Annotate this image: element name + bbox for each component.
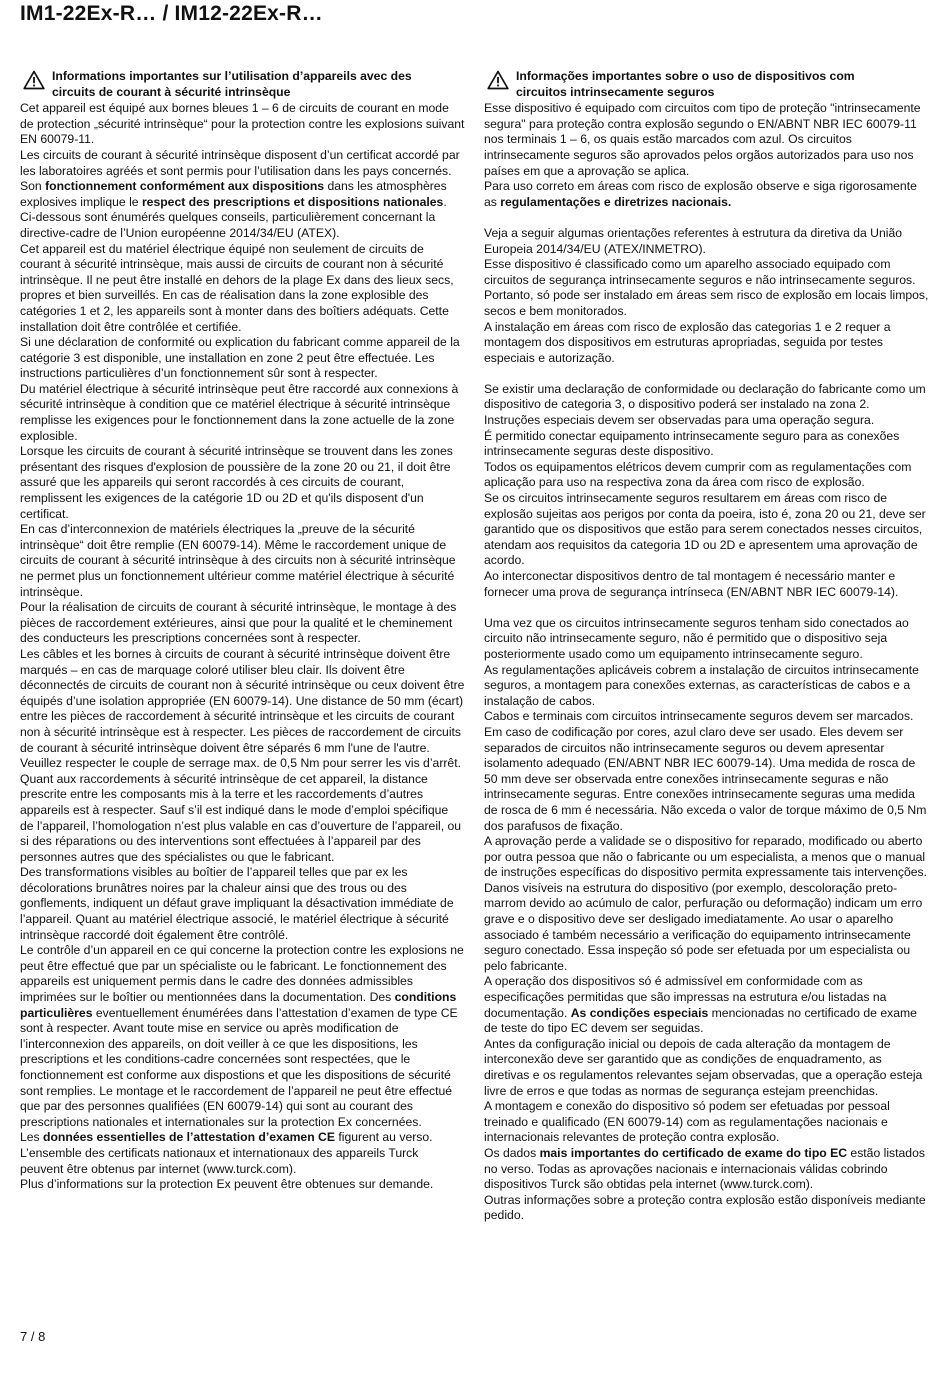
french-paragraph-16: Les données essentielles de l’attestation d’examen CE figurent au verso. L’ensemble des certificats nationaux et internationaux des appareils Turck peuvent être obtenus par internet (www.turck.com). xyxy=(20,1130,433,1176)
warning-icon xyxy=(23,70,45,90)
portuguese-heading xyxy=(484,69,929,100)
portuguese-heading-line2: circuitos intrinsecamente seguros xyxy=(516,84,715,99)
document-title: IM1-22Ex-R… / IM12-22Ex-R… xyxy=(20,2,323,25)
portuguese-paragraph-15: Danos visíveis na estrutura do dispositivo (por exemplo, descoloração preto-marrom devido ao acúmulo de calor, perfuração ou deformação) indicam um erro grave e o dispositivo deve ser desligado imediatamente. Ao usar o aparelho associado é também necessário a verificação do equipamento intrinsecamente seguro conectado. Essa inspeção só pode ser efetuada por um especialista ou pelo fabricante. xyxy=(484,880,923,973)
french-paragraph-11: Les câbles et les bornes à circuits de courant à sécurité intrinsèque doivent être marqués – en cas de marquage coloré utiliser bleu clair. Ils doivent être déconnectés de circuits de courant non à sécurité intrinsèque ou ceux doivent être équipés d’une isolation appropriée (EN 60079-14). Une distance de 50 mm (écart) entre les pièces de raccordement à sécurité intrinsèque et les circuits de courant non à sécurité intrinsèque est à respecter. Les pièces de raccordement de circuits de courant à sécurité intrinsèque doivent être séparés 6 mm l'une de l'autre. xyxy=(20,646,465,755)
portuguese-paragraph-18: A montagem e conexão do dispositivo só podem ser efetuadas por pessoal treinado e qualificado (EN 60079-14) com as regulamentações nacionais e internacionais relevantes de proteção contra explosão. xyxy=(484,1099,890,1145)
portuguese-paragraph-9: Se os circuitos intrinsecamente seguros resultarem em áreas com risco de explosão sujeitas aos perigos por conta da poeira, isto é, zona 20 ou 21, deve ser garantido que os dispositivos que estão para serem conectados nesses circuitos, atendam aos requisitos da categoria 1D ou 2D e apresentem uma aprovação de acordo. xyxy=(484,491,926,568)
french-paragraph-7: Du matériel électrique à sécurité intrinsèque peut être raccordé aux connexions à sécurité intrinsèque à condition que ce matériel électrique à sécurité intrinsèque remplisse les exigences pour le fonctionnement dans la zone actuelle de la zone explosible. xyxy=(20,381,459,443)
french-heading xyxy=(20,69,465,100)
french-paragraph-12: Veuillez respecter le couple de serrage max. de 0,5 Nm pour serrer les vis d’arrêt. xyxy=(20,756,461,771)
portuguese-paragraph-1: Esse dispositivo é equipado com circuitos com tipo de proteção "intrinsecamente segura" para proteção contra explosão segundo o EN/ABNT NBR IEC 60079-11 nos terminais 1 – 6, os quais estão marcados com azul. Os circuitos intrinsecamente seguros são aprovados pelos orgãos autorizados para uso nos países em que a aprovação se aplica. xyxy=(484,101,921,178)
portuguese-paragraph-10: Ao interconectar dispositivos dentro de tal montagem é necessário manter e fornecer uma prova de segurança intrínseca (EN/ABNT NBR IEC 60079-14). xyxy=(484,569,899,599)
portuguese-paragraph-13: Cabos e terminais com circuitos intrinsecamente seguros devem ser marcados. Em caso de codificação por cores, azul claro deve ser usado. Eles devem ser separados de circuitos não intrinsecamente seguros ou devem apresentar isolamento adequado (EN/ABNT NBR IEC 60079-14). Uma medida de rosca de 50 mm deve ser observada entre conexões intrinsecamente seguras e não intrinsecamente seguras. Entre conexões intrinsecamente seguras uma medida de rosca de 6 mm é necessária. Não exceda o valor de torque máximo de 0,5 Nm dos parafusos de fixação. xyxy=(484,709,927,833)
portuguese-paragraph-19: Os dados mais importantes do certificado de exame do tipo EC estão listados no verso. Todas as aprovações nacionais e internacionais válidas cobrindo dispositivos Turck são obtidas pela internet (www.turck.com). xyxy=(484,1145,925,1192)
portuguese-paragraph-16: A operação dos dispositivos só é admissível em conformidade com as especificações permitidas que são impressas na estrutura e/ou listadas na documentação. As condições especiais mencionadas no certificado de exame de teste do tipo EC devem ser seguidas. xyxy=(484,974,917,1036)
portuguese-paragraph-11: Uma vez que os circuitos intrinsecamente seguros tenham sido conectados ao circuito não intrinsecamente seguro, não é permitido que o dispositivo seja posteriormente usado como um equipamento intrinsecamente seguro. xyxy=(484,615,909,661)
french-paragraph-15: Le contrôle d’un appareil en ce qui concerne la protection contre les explosions ne peut être effectué que par un spécialiste ou le fabricant. Le fonctionnement des appareils est uniquement permis dans le cadre des données admissibles imprimées sur le boîtier ou mentionnées dans la documentation. Des conditions particulières eventuellement énumérées dans l’attestation d’examen de type CE sont à respecter. Avant toute mise en service ou après modification de l’interconnexion des appareils, on doit veiller à ce que les dispositions, les prescriptions et les conditions-cadre concernées sont respectées, que le fonctionnement est conforme aux dispostions et que les dispositions de sécurité sont remplies. Le montage et le raccordement de l’appareil ne peut être effectué que par des personnes qualifiées (EN 60079-14) qui sont au courant des prescriptions nationales et internationales sur la protection Ex concernées. xyxy=(20,943,464,1129)
portuguese-paragraph-2: Para uso correto em áreas com risco de explosão observe e siga rigorosamente as regulamentações e diretrizes nacionais. xyxy=(484,179,917,209)
portuguese-paragraph-17: Antes da configuração inicial ou depois de cada alteração da montagem de interconexão deve ser garantido que as condições de enquadramento, as diretivas e os regulamentos relevantes sejam observadas, que a operação esteja livre de erros e que todas as normas de segurança estejam preenchidas. xyxy=(484,1036,923,1098)
portuguese-paragraph-3: Veja a seguir algumas orientações referentes à estrutura da diretiva da União Europeia 2014/34/EU (ATEX/INMETRO). xyxy=(484,225,903,256)
french-paragraph-2: Les circuits de courant à sécurité intrinsèque disposent d’un certificat accordé par les laboratoires agréés et sont permis pour l’utilisation dans les pays concernés. xyxy=(20,147,460,178)
french-heading-line1: Informations importantes sur l’utilisation d’appareils avec des xyxy=(52,69,412,83)
french-column xyxy=(20,69,465,1193)
french-paragraph-13: Quant aux raccordements à sécurité intrinsèque de cet appareil, la distance prescrite entre les composants mis à la terre et les raccordements d’autres appareils est à respecter. Sauf s’il est indiqué dans le mode d’emploi spécifique de l’appareil, l’homologation n’est plus valable en cas d’ouverture de l’appareil, ou si des réparations ou des interventions sont effectuées à l’appareil par des personnes autres que des spécialistes ou que le fabricant. xyxy=(20,771,462,864)
portuguese-paragraph-7: É permitido conectar equipamento intrinsecamente seguro para as conexões intrinsecamente seguras deste dispositivo. xyxy=(484,428,900,459)
french-paragraph-5: Cet appareil est du matériel électrique équipé non seulement de circuits de courant à sécurité intrinsèque, mais aussi de circuits de courant non à sécurité intrinsèque. Il ne peut être installé en dehors de la plage Ex dans des lieux secs, propres et bien surveillés. En cas de réalisation dans la zone explosible des catégories 1 et 2, les appareils sont à monter dans des boîtiers adéquats. Cette installation doit être contrôlée et certifiée. xyxy=(20,241,454,334)
french-paragraph-4: Ci-dessous sont énumérés quelques conseils, particulièrement concernant la directive-cadre de l’Union européenne 2014/34/EU (ATEX). xyxy=(20,210,436,240)
portuguese-paragraph-4: Esse dispositivo é classificado como um aparelho associado equipado com circuitos de segurança intrinsecamente seguros e não intrinsecamente seguros. Portanto, só pode ser instalado em áreas sem risco de explosão em locais limpos, secos e bem monitorados. xyxy=(484,257,929,318)
portuguese-heading-line1: Informações importantes sobre o uso de dispositivos com xyxy=(516,69,855,83)
portuguese-paragraph-6: Se existir uma declaração de conformidade ou declaração do fabricante como um dispositivo de categoria 3, o dispositivo poderá ser instalado na zona 2. Instruções especiais devem ser observadas para uma operação segura. xyxy=(484,381,926,428)
french-paragraph-8: Lorsque les circuits de courant à sécurité intrinsèque se trouvent dans les zones présentant des risques d'explosion de poussière de la zone 20 ou 21, il doit être assuré que les appareils qui seront raccordés à ces circuits de courant, remplissent les exigences de la catégorie 1D ou 2D et qu'ils disposent d'un certificat. xyxy=(20,444,453,521)
french-paragraph-9: En cas d’interconnexion de matériels électriques la „preuve de la sécurité intrinsèque“ doit être remplie (EN 60079-14). Même le raccordement unique de circuits de courant à sécurité intrinsèque à des circuits non à sécurité intrinsèque ne permet plus un fonctionnement ultérieur comme matériel électrique à sécurité intrinsèque. xyxy=(20,522,456,599)
portuguese-paragraph-20: Outras informações sobre a proteção contra explosão estão disponíveis mediante pedido. xyxy=(484,1192,926,1223)
french-heading-line2: circuits de courant à sécurité intrinsèque xyxy=(52,84,291,99)
warning-icon xyxy=(487,70,509,90)
french-paragraph-3: Son fonctionnement conformément aux dispositions dans les atmosphères explosives implique le respect des prescriptions et dispositions nationales. xyxy=(20,179,447,209)
french-paragraph-6: Si une déclaration de conformité ou explication du fabricant comme appareil de la catégorie 3 est disponible, une installation en zone 2 peut être effectuée. Les instructions particulières d’un fonctionnement sûr sont à respecter. xyxy=(20,335,460,381)
french-paragraph-1: Cet appareil est équipé aux bornes bleues 1 – 6 de circuits de courant en mode de protection „sécurité intrinsèque“ pour la protection contre les explosions suivant EN 60079-11. xyxy=(20,101,465,147)
french-paragraph-14: Des transformations visibles au boîtier de l’appareil telles que par ex les décolorations brunâtres noires par la chaleur ainsi que des trous ou des gonflements, indiquent un défaut grave impliquant la désactivation immédiate de l’appareil. Quant au matériel électrique associé, le matériel électrique à sécurité intrinsèque raccordé doit également être contrôlé. xyxy=(20,865,454,942)
page-number: 7 / 8 xyxy=(20,1329,46,1344)
portuguese-paragraph-14: A aprovação perde a validade se o dispositivo for reparado, modificado ou aberto por outra pessoa que não o fabricante ou um especialista, a menos que o manual de instruções específicas do dispositivo permita expressamente tais intervenções. xyxy=(484,834,928,880)
portuguese-paragraph-5: A instalação em áreas com risco de explosão das categorias 1 e 2 requer a montagem dos dispositivos em estruturas apropriadas, seguida por testes especiais e autorização. xyxy=(484,319,891,365)
portuguese-paragraph-12: As regulamentações aplicáveis cobrem a instalação de circuitos intrinsecamente seguros, a montagem para conexões externas, as características de cabos e a instalação de cabos. xyxy=(484,662,919,708)
portuguese-column xyxy=(484,69,929,1224)
french-paragraph-10: Pour la réalisation de circuits de courant à sécurité intrinsèque, le montage à des pièces de raccordement extérieures, ainsi que pour la qualité et le cheminement des conducteurs les prescriptions concernées sont à respecter. xyxy=(20,600,457,646)
french-paragraph-17: Plus d’informations sur la protection Ex peuvent être obtenues sur demande. xyxy=(20,1177,434,1192)
portuguese-paragraph-8: Todos os equipamentos elétricos devem cumprir com as regulamentações com aplicação para uso na respectiva zona da área com risco de explosão. xyxy=(484,459,912,490)
